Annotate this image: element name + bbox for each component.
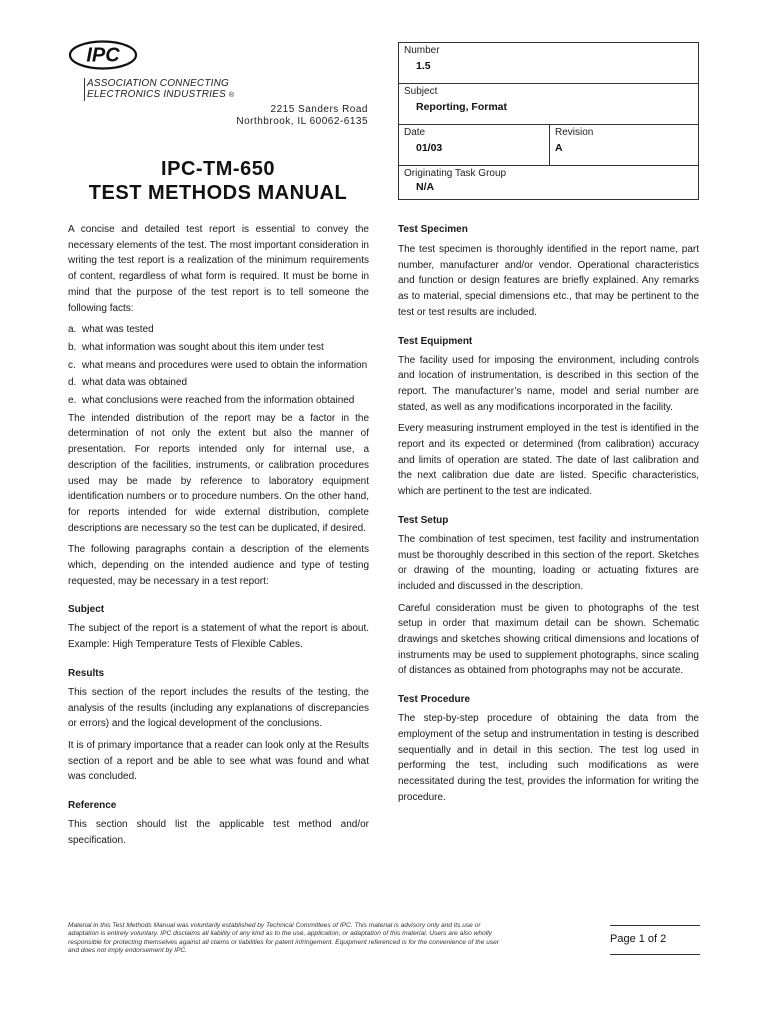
list-item (68, 340, 369, 356)
footer-disclaimer: Material in this Test Methods Manual was voluntarily established by Technical Committees of IPC. This material is advisory only and its use or adaptation is entirely voluntary. IPC disclaims all liability of any kind as to the use, application, or adaptation of this material. Users are also wholly responsible for protecting themselves against all claims or liabilities for patent infringement. Equipment referenced is for the convenience of the user and does not imply endorsement by IPC. (68, 922, 500, 954)
list-item-text: what information was sought about this item under test (82, 341, 324, 353)
equipment-paragraph-2: Every measuring instrument employed in the test is identified in the report and its expected or determined (from calibration) accuracy and limits of operation are stated. The date of last calibration and the next calibration due date are listed. Specific characteristics, which are pertinent to the test are indicated. (398, 423, 699, 498)
following-paragraph: The following paragraphs contain a description of the elements which, depending on the intended audience and type of testing requested, may be necessary in a test report: (68, 544, 369, 587)
list-marker: e. (68, 395, 77, 407)
specimen-paragraph: The test specimen is thoroughly identified in the report name, part number, manufacturer and/or vendor. Operational characteristics and function or design features are briefly explained. Any remarks as to material, special dimensions etc., that may be pertinent to the test or test results are included. (398, 244, 699, 318)
facts-list (68, 322, 369, 409)
registered-mark: ® (228, 92, 235, 99)
subject-paragraph: The subject of the report is a statement of what the report is about. Example: High Temperature Tests of Flexible Cables. (68, 623, 369, 651)
list-item-text: what means and procedures were used to obtain the information (82, 359, 368, 371)
date-value: 01/03 (416, 142, 443, 154)
association-line-1: ASSOCIATION CONNECTING (87, 78, 230, 89)
ipc-logo (68, 38, 258, 100)
association-line-2: ELECTRONICS INDUSTRIES (87, 89, 226, 100)
subject-row (399, 84, 698, 125)
date-label: Date (404, 127, 426, 138)
list-item-text: what conclusions were reached from the information obtained (82, 395, 355, 407)
left-column (68, 222, 369, 855)
document-info-box (398, 42, 699, 200)
setup-paragraph-2: Careful consideration must be given to photographs of the test setup in order that maximum detail can be shown. Schematic drawings and sketches showing critical dimensions and locations of instruments may be used to supplement photographs, since scaling of distances as obtained from photographs may not be accurate. (398, 602, 699, 677)
task-group-value: N/A (416, 181, 435, 193)
list-item (68, 358, 369, 374)
reference-heading: Reference (68, 800, 117, 812)
procedure-paragraph: The step-by-step procedure of obtaining the data from the employment of the setup and instrumentation in testing is described sequentially and in detail in this section. The test log used in performing the test, including such modifications as were necessitated during the test, provides the information for writing the procedure. (398, 713, 699, 803)
number-row (399, 43, 698, 84)
setup-paragraph-1: The combination of test specimen, test facility and instrumentation must be thoroughly described in this section of the report. Sketches or drawing of the mounting, loading or actuating fixtures are included and discussed in the description. (398, 533, 699, 592)
task-group-label: Originating Task Group (404, 168, 507, 179)
address (200, 104, 368, 128)
list-item (68, 375, 369, 391)
logo-letters: IPC (86, 44, 120, 67)
ipc-logo-mark (68, 40, 138, 70)
task-group-row (399, 166, 698, 200)
list-marker: a. (68, 324, 77, 336)
association-name (84, 78, 234, 101)
title-line-2: TEST METHODS MANUAL (88, 182, 348, 204)
right-column (398, 223, 699, 811)
revision-label: Revision (555, 127, 594, 138)
list-marker: c. (68, 359, 76, 371)
list-marker: d. (68, 377, 77, 389)
number-label: Number (404, 45, 440, 56)
list-marker: b. (68, 341, 77, 353)
distribution-paragraph: The intended distribution of the report may be a factor in the determination of not only the extent but also the manner of presentation. For reports intended only for internal use, a description of the facilities, instruments, or calibration procedures used may be made by reference to laboratory equipment identification numbers or to procedure numbers. On the other hand, for reports intended for wide external distribution, complete descriptions are necessary so the test can be duplicated, if desired. (68, 412, 369, 534)
results-heading: Results (68, 667, 105, 679)
date-revision-row (399, 125, 698, 166)
equipment-heading: Test Equipment (398, 335, 473, 347)
list-item (68, 393, 369, 409)
page-number: Page 1 of 2 (610, 925, 700, 955)
reference-paragraph: This section should list the applicable test method and/or specification. (68, 819, 369, 846)
list-item-text: what data was obtained (82, 377, 188, 389)
specimen-heading: Test Specimen (398, 224, 468, 235)
results-paragraph-1: This section of the report includes the results of the testing, the analysis of the results (including any explanations of discrepancies or errors) and the logical development of the conclusions. (68, 686, 369, 730)
document-title (68, 157, 368, 205)
equipment-paragraph-1: The facility used for imposing the environment, including controls and location of instrumentation, is described in this section of the report. The manufacturer’s name, model and serial number are stated, as well as any modifications incorporated in the facility. (398, 354, 699, 413)
setup-heading: Test Setup (398, 514, 449, 526)
intro-paragraph: A concise and detailed test report is essential to convey the necessary elements of the test. The most important consideration in writing the test report is a realization of the minimum requirements of content, regardless of what form is required. It must be borne in mind that the purpose of the test report is to tell someone the following facts: (68, 224, 369, 314)
list-item (68, 322, 369, 338)
revision-value: A (555, 142, 563, 154)
procedure-heading: Test Procedure (398, 694, 471, 706)
address-line-1: 2215 Sanders Road (270, 104, 368, 115)
title-line-1: IPC-TM-650 (161, 158, 275, 180)
results-paragraph-2: It is of primary importance that a reader can look only at the Results section of a report and be able to see what was found and what was concluded. (68, 739, 369, 783)
list-item-text: what was tested (82, 324, 154, 336)
subject-label: Subject (404, 86, 438, 97)
subject-value: Reporting, Format (416, 101, 507, 113)
subject-heading: Subject (68, 604, 105, 616)
address-line-2: Northbrook, IL 60062-6135 (236, 116, 368, 127)
number-value: 1.5 (416, 60, 431, 72)
